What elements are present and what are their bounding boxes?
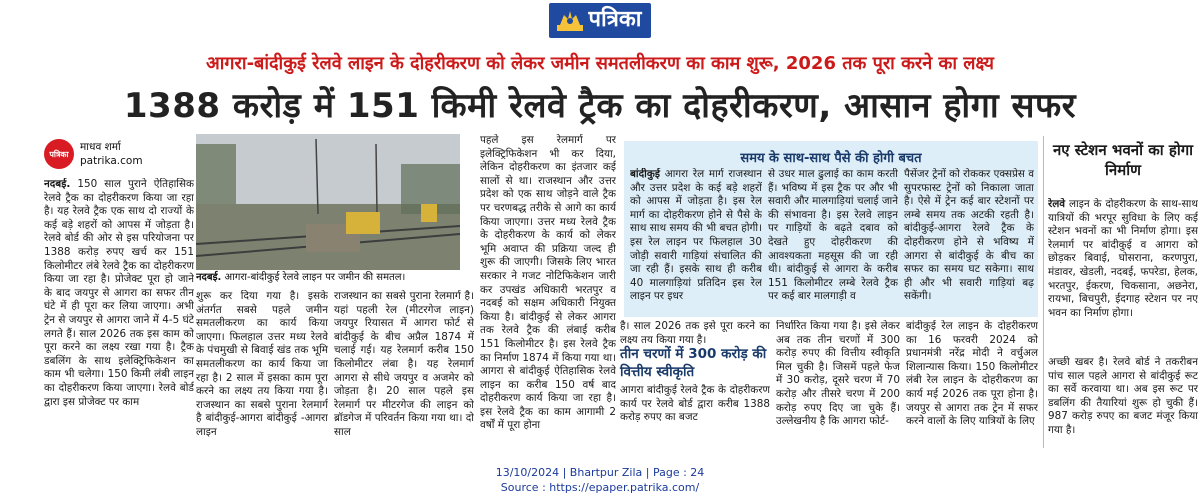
article-column-6 [776,320,900,448]
station-heading [1048,140,1198,196]
logo-text: पत्रिका [588,6,642,32]
patrika-author-logo: पत्रिका [44,139,74,169]
column-4-text: पहले इस रेलमार्ग पर इलेक्ट्रिफिकेशन भी कर दिया, लेकिन दोहरीकरण का इंतजार कई सालों से था। राजस्थान और उत्तर प्रदेश को एक साथ जोड़ने वाले ट्रैक पर चरणबद्ध तरीके से आगे का कार्य किया जाएगा। उत्तर मध्य रेलवे ट्रैक के दोहरीकरण के कार्य को लेकर भूमि अवाप्त की प्रक्रिया जल्द ही शुरू की जाएगी। जिसके लिए भारत सरकार ने गजट नोटिफिकेशन जारी कर उपखंड अधिकारी भरतपुर व नदबई को सक्षम अधिकारी नियुक्त किया है। बांदीकुई से लेकर आगरा तक रेलवे ट्रैक की लंबाई करीब 151 किलोमीटर है। इस रेलवे ट्रैक का निर्माण 1874 में किया गया था। आगरा से बांदीकुई ऐतिहासिक रेलवे लाइन का करीब 150 वर्ष बाद दोहरीकरण कार्य किया जा रहा है। इस रेलवे ट्रैक का काम आगामी 2 वर्षों में पूरा होना [480,134,616,432]
photo-caption-label: नदबई. [196,272,222,283]
time-column-2 [768,168,898,314]
time-column-1-text: आगरा रेल मार्ग राजस्थान और उत्तर प्रदेश के कई बड़े शहरों को आपस में जोड़ता है। इस रेल मार्ग का दोहरीकरण होने से पैसे के साथ साथ समय की भी बचत होगी। इस रेल लाइन पर फिलहाल 30 जोड़ी सवारी गाड़ियां संचालित की जा रही हैं। इसके साथ ही करीब 40 मालगाड़ियां प्रतिदिन इस रेल लाइन पर इधर [630,168,762,303]
article-photo [196,134,460,270]
column-6-text: निर्धारित किया गया है। इसे लेकर अब तक तीन चरणों में 300 करोड़ रुपए की वित्तीय स्वीकृति मिल चुकी है। जिसमें पहले फेज में 30 करोड़, दूसरे चरण में 70 करोड़ और तीसरे चरण में 200 करोड़ रुपए दिए जा चुके हैं। उल्लेखनीय है कि आगरा फोर्ट- [776,320,900,428]
column-divider [1043,136,1044,448]
station-column-1-text: लाइन के दोहरीकरण के साथ-साथ यात्रियों की भरपूर सुविधा के लिए कई स्टेशन भवनों का भी निर्माण होगा। इस रेलमार्ग पर बांदीकुई व आगरा को छोड़कर बिवाई, घोसराना, करणपुरा, मंडावर, खेडली, नदबई, फपरेडा, हेलक, भरतपुर, ईकरण, चिकसाना, अछनेरा, रायभा, बिचपुरी, ईदगाह स्टेशन पर नए भवन का निर्माण होगा। [1048,198,1198,319]
headline-title: 1388 करोड़ में 151 किमी रेलवे ट्रैक का दोहरीकरण, आसान होगा सफर [123,86,1077,126]
station-column-1 [1048,198,1198,340]
footer-date-page: 13/10/2024 | Bhartpur Zila | Page : 24 [495,466,705,479]
photo-caption-text: आगरा-बांदीकुई रेलवे लाइन पर जमीन की समतल। [224,272,406,283]
time-column-3-text: पैसेंजर ट्रेनों को रोककर एक्सप्रेस व सुपरफास्ट ट्रेनों को निकाला जाता है। ऐसे में ट्रेन कई बार स्टेशनों पर लम्बे समय तक अटकी रहती है। बांदीकुई-आगरा रेलवे ट्रैक के दोहरीकरण होने से भविष्य में आगरा से बांदीकुई के बीच का सफर का समय घट सकेगा। साथ ही और भी सवारी गाड़ियां बढ़ सकेंगी। [904,168,1034,303]
stage-funding-title: तीन चरणों में 300 करोड़ की वित्तीय स्वीकृति [620,346,767,380]
article-column-1 [44,178,194,448]
column-7-text: बांदीकुई रेल लाइन के दोहरीकरण का 16 फरवरी 2024 को प्रधानमंत्री नरेंद्र मोदी ने वर्चुअल शिलान्यास किया। 150 किलोमीटर लंबी रेल लाइन के दोहरीकरण का कार्य मई 2026 तक पूरा होना है। जयपुर से आगरा तक ट्रेन में सफर करने वालों के लिए यात्रियों के लिए [906,320,1038,428]
dateline: नदबई. [44,178,71,190]
author-byline [44,134,194,174]
column-5b-text: आगरा बांदीकुई रेलवे ट्रैक के दोहरीकरण कार्य पर रेलवे बोर्ड द्वारा करीब 1388 करोड़ रुपए का बजट [620,384,770,424]
railway-land-photo [196,134,460,270]
lion-emblem-icon [555,5,585,35]
column-3-text: राजस्थान का सबसे पुराना रेलमार्ग है। यहां पहली रेल (मीटरगेज लाइन) जयपुर रियासत में आगरा फोर्ट से बांदीकुई के बीच अप्रैल 1874 में चलाई गई। यह रेलमार्ग करीब 150 किलोमीटर लंबा है। यह रेलमार्ग आगरा से सीधे जयपुर व अजमेर को जोड़ता है। 20 साल पहले इस रेलमार्ग पर मीटरगेज की लाइन को ब्रॉडगेज में परिवर्तन किया गया था। दो साल [334,290,474,438]
column-5-text: है। साल 2026 तक इसे पूरा करने का लक्ष्य तय किया गया है। [620,320,770,346]
author-site[interactable]: patrika.com [80,155,143,167]
station-title: नए स्टेशन भवनों का होगा निर्माण [1052,141,1194,179]
stage-funding-heading [620,345,770,381]
time-dateline: बांदीकुई [630,168,660,180]
masthead [0,0,1200,40]
footer-source[interactable]: Source : https://epaper.patrika.com/ [500,481,700,494]
time-column-2-text: से उधर माल ढुलाई का काम करती हैं। भविष्य में इस ट्रैक पर और भी सवारी और मालगाड़ियां चलाई जाने की संभावना है। इस रेलवे लाइन पर गाड़ियों के बढ़ते दबाव को देखते हुए दोहरीकरण की आवश्यकता महसूस की जा रही थी। बांदीकुई से आगरा के करीब 151 किलोमीटर लम्बे रेलवे ट्रैक पर कई बार मालगाड़ी व [768,168,898,303]
time-column-1 [630,168,762,314]
article-column-7 [906,320,1038,448]
author-name: माधव शर्मा [80,141,121,153]
station-column-2 [1048,356,1198,448]
article-column-5 [620,320,770,346]
photo-caption [196,270,460,286]
stage-funding-text [620,384,770,448]
time-saving-title: समय के साथ-साथ पैसे की होगी बचत [740,151,922,166]
station-lead: रेलवे [1048,198,1066,210]
headline-kicker: आगरा-बांदीकुई रेलवे लाइन के दोहरीकरण को लेकर जमीन समतलीकरण का काम शुरू, 2026 तक पूरा करने का लक्ष्य [206,53,994,74]
time-column-3 [904,168,1034,314]
article-column-2 [196,290,328,448]
column-2-text: शुरू कर दिया गया है। इसके अंतर्गत सबसे पहले जमीन समतलीकरण का कार्य किया जाएगा। फिलहाल उत्तर मध्य रेलवे के पंचमुखी से बिवाई खंड तक भूमि समतलीकरण का कार्य किया जा रहा है। 2 साल में इसका काम पूरा करने का लक्ष्य तय किया गया है। राजस्थान का सबसे पुराना रेलमार्ग है बांदीकुई-आगरा बांदीकुई -आगरा लाइन [196,290,328,438]
article-column-4 [480,134,616,448]
column-1-text: 150 साल पुराने ऐतिहासिक रेलवे ट्रैक का दोहरीकरण किया जा रहा है। यह रेलवे ट्रैक एक साथ दो राज्यों के कई बड़े शहरों को आपस में जोड़ता है। रेलवे बोर्ड की ओर से इस परियोजना पर 1388 करोड़ रुपए खर्च कर 151 किलोमीटर लंबे रेलवे ट्रैक का दोहरीकरण किया जा रहा है। प्रोजेक्ट पूरा हो जाने के बाद जयपुर से आगरा का सफर तीन घंटे में ही पूरा कर लिया जाएगा। अभी ट्रेन से जयपुर से आगरा जाने में 4-5 घंटे लगते हैं। साल 2026 तक इस काम को पूरा करने का लक्ष्य रखा गया है। ट्रैक डबलिंग के साथ इलेक्ट्रिफिकेशन का काम भी चलेगा। 150 किमी लंबी लाइन का दोहरीकरण किया जाएगा। रेलवे बोर्ड द्वारा इस प्रोजेक्ट पर काम [44,178,194,408]
station-column-2-text: अच्छी खबर है। रेलवे बोर्ड ने तकरीबन पांच साल पहले आगरा से बांदीकुई रूट का सर्वे करवाया था। अब इस रूट पर डबलिंग की तैयारियां शुरू हो चुकी हैं। 987 करोड़ रुपए का बजट मंजूर किया गया है। [1048,356,1198,436]
patrika-logo[interactable] [549,3,652,38]
article-column-3 [334,290,474,448]
